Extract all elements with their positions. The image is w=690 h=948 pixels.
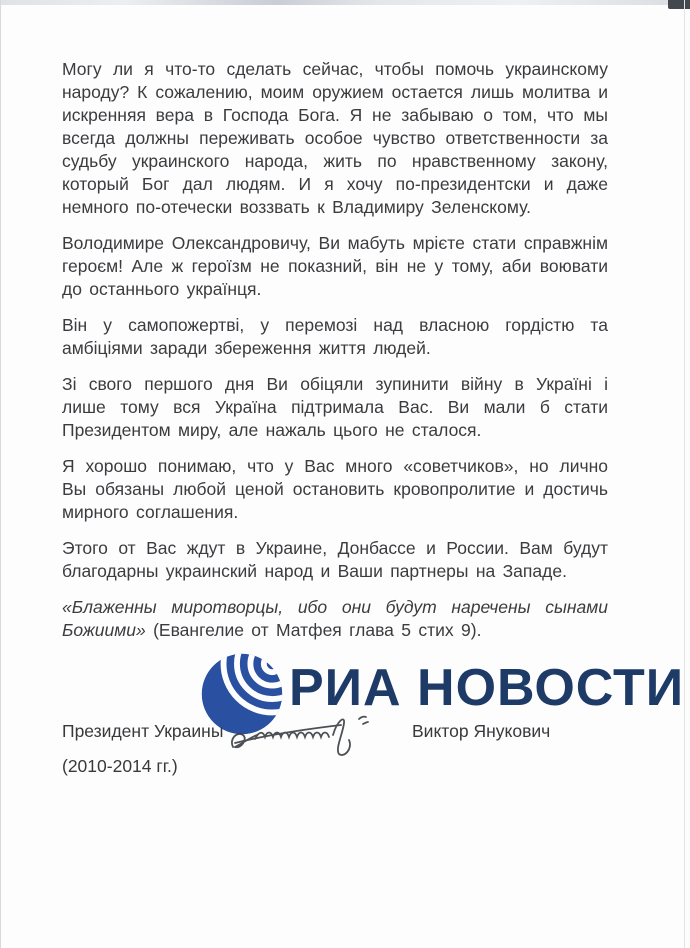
letter-paragraph: Він у самопожертві, у перемозі над власною гордістю та амбіціями заради збереження життя людей. [62, 315, 608, 358]
ria-novosti-brand-text: РИА НОВОСТИ [289, 659, 685, 717]
scan-left-edge-line [0, 0, 1, 948]
bible-quote-reference: (Евангелие от Матфея глава 5 стих 9). [145, 620, 482, 640]
bible-quote: «Блаженны миротворцы, ибо они будут наречены сынами Божиими» [62, 597, 608, 640]
letter-paragraph: Зі свого першого дня Ви обіцяли зупинити війну в Україні і лише тому вся Україна підтримала Вас. Ви мали б стати Президентом миру, але нажаль цього не сталося. [62, 374, 608, 440]
letter-paragraph: Этого от Вас ждут в Украине, Донбассе и России. Вам будут благодарны украинский народ и Ваши партнеры на Западе. [62, 538, 608, 581]
signer-term-years: (2010-2014 гг.) [62, 756, 178, 776]
signature-scribble [227, 707, 381, 759]
scan-top-edge-artifact [0, 0, 690, 5]
letter-paragraph: Могу ли я что-то сделать сейчас, чтобы помочь украинскому народу? К сожалению, моим оружием остается лишь молитва и искренняя вера в Господа Бога. Я не забываю о том, что мы всегда должны переживать особое чувство ответственности за судьбу украинского народа, жить по нравственному закону, который Бог дал людям. И я хочу по-президентски и даже немного по-отечески воззвать к Владимиру Зеленскому. [62, 59, 608, 217]
scan-corner-dark-bar [668, 0, 690, 9]
signer-name: Виктор Янукович [412, 721, 551, 741]
scan-right-edge-line [684, 0, 685, 948]
signer-title: Президент Украины [62, 721, 224, 741]
letter-quote-paragraph [62, 596, 608, 642]
letter-body [62, 58, 608, 655]
letter-paragraph: Я хорошо понимаю, что у Вас много «советчиков», но лично Вы обязаны любой ценой остановить кровопролитие и достичь мирного соглашения. [62, 456, 608, 522]
letter-paragraph: Володимире Олександровичу, Ви мабуть мрієте стати справжнім героєм! Але ж героїзм не показний, він не у тому, аби воювати до останнього українця. [62, 233, 608, 299]
